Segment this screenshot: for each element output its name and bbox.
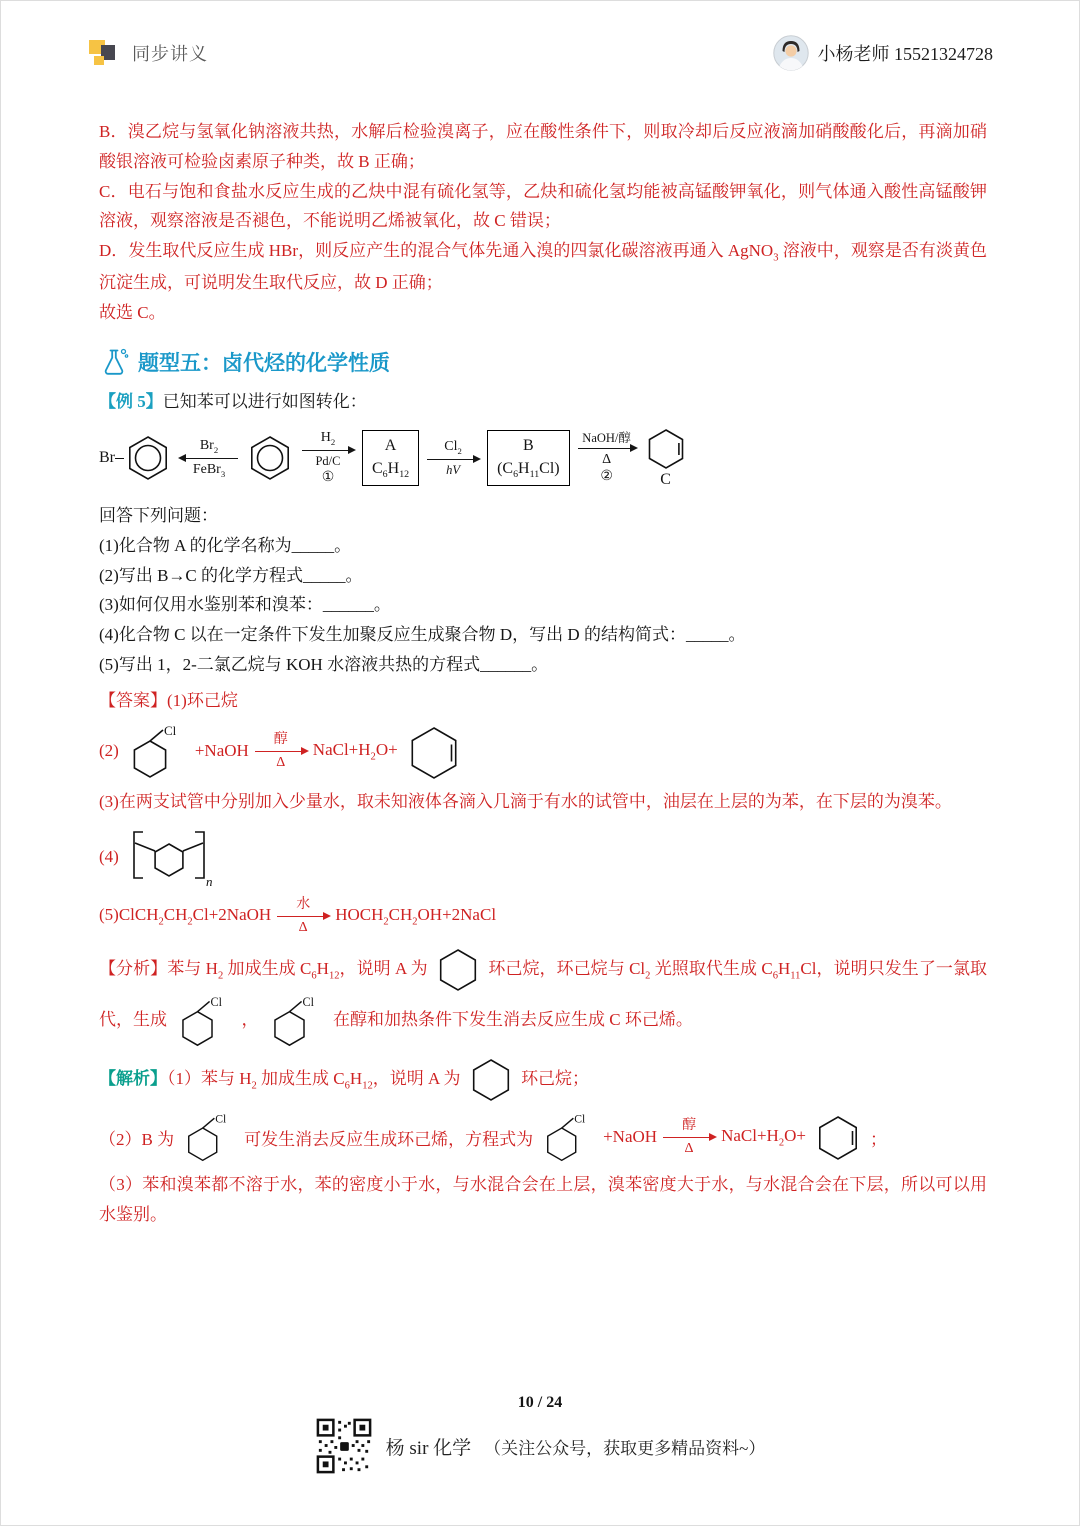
answer-line-1 — [99, 686, 987, 716]
compound-c-label: C — [660, 471, 671, 489]
products-text: $NaCl+H_2O+$ — [721, 1126, 806, 1149]
polymer-structure — [125, 824, 215, 890]
footer-note: （关注公众号，获取更多精品资料~） — [484, 1438, 766, 1458]
compound-b-box — [487, 430, 570, 487]
answer-1-text: (1)环己烷 — [167, 690, 238, 710]
products-text: $NaCl+H_2O+$ — [312, 740, 398, 763]
arrow2-reagent: $H_2$ — [320, 430, 336, 448]
arrow-chlorination — [427, 439, 479, 477]
question-2: (2)写出 B→C 的化学方程式_____。 — [99, 565, 363, 585]
arrow-elimination — [578, 431, 636, 486]
analysis-paragraph — [99, 946, 987, 1048]
analysis-tag: 【分析】 — [99, 959, 168, 979]
n-subscript: n — [205, 874, 213, 890]
arrow-bottom-label: Δ — [276, 754, 286, 770]
cl-label: Cl — [302, 995, 314, 1010]
compound-a-label: A — [384, 436, 397, 454]
explanation-text-1: （1）苯与 $H_2$ 加成生成 $C_6H_{12}$，说明 A 为 — [167, 1069, 461, 1092]
example-tag: 【例 5】 — [99, 392, 163, 412]
brand-title: 同步讲义 — [132, 44, 208, 64]
analysis-text-1: 苯与 $H_2$ 加成生成 $C_6H_{12}$，说明 A 为 — [167, 959, 428, 982]
explanation-paragraph-3: （3）苯和溴苯都不溶于水，苯的密度小于水，与水混合会在上层，溴苯密度大于水，与水混合会在下层，所以可以用水鉴别。 — [99, 1175, 987, 1225]
review-conclusion: 故选 C。 — [99, 302, 166, 322]
right-arrow-icon — [277, 916, 329, 917]
cl-label: Cl — [210, 995, 223, 1010]
questions-lead: 回答下列问题： — [99, 506, 218, 526]
explanation-text-2: 环己烷； — [521, 1069, 590, 1089]
arrow2-catalyst: Pd/C — [315, 454, 341, 469]
header — [87, 35, 993, 71]
explanation-2-prefix: （2）B 为 — [99, 1129, 175, 1149]
answer-5-equation — [99, 897, 987, 936]
analysis-text-2: 环己烷，环己烷与 $Cl_2$ 光照取代生成 $C_6H_{11}Cl$，说明只发生了一氯取代，生成 — [99, 959, 988, 1030]
explanation-paragraph-1 — [99, 1056, 987, 1104]
answer-tag: 【答案】 — [99, 690, 167, 710]
right-arrow-icon — [663, 1137, 715, 1138]
flask-icon — [99, 347, 129, 377]
bond-line — [115, 458, 124, 459]
plus-naoh: +NaOH — [603, 1127, 658, 1147]
cyclohexene-structure — [404, 722, 464, 780]
right-arrow-icon — [255, 751, 307, 752]
cl-label: Cl — [163, 723, 177, 739]
step-1-badge: ① — [321, 469, 335, 485]
chlorocyclohexane-structure — [180, 1111, 238, 1163]
benzene-ring-icon — [124, 434, 172, 482]
arrow1-reagent: $Br_2$ — [199, 437, 219, 455]
arrow4-reagent: NaOH/醇 — [582, 430, 631, 445]
question-3: (3)如何仅用水鉴别苯和溴苯：______。 — [99, 595, 391, 615]
arrow-condition-alcohol-heat — [663, 1118, 715, 1157]
plus-naoh: +NaOH — [194, 741, 249, 761]
cyclohexane-icon — [468, 1056, 514, 1104]
arrow-bottom-label: Δ — [298, 920, 308, 936]
footer — [1, 1394, 1079, 1475]
example-line — [99, 387, 987, 417]
compound-b-formula: $(C_6H_{11}Cl)$ — [497, 459, 560, 481]
explanation-tag: 【解析】 — [99, 1069, 167, 1089]
section-header — [99, 347, 987, 377]
question-1: (1)化合物 A 的化学名称为_____。 — [99, 535, 352, 555]
brand-logo-icon — [87, 36, 121, 70]
step-2-badge: ② — [600, 469, 613, 485]
review-option-b: B．溴乙烷与氢氧化钠溶液共热，水解后检验溴离子，应在酸性条件下，则取冷却后反应液滴加硝酸酸化后，再滴加硝酸银溶液可检验卤素原子种类，故 B 正确； — [99, 122, 987, 171]
right-arrow-icon — [302, 450, 354, 451]
benzene-structure — [246, 434, 294, 482]
answer-4 — [99, 824, 987, 890]
right-arrow-icon — [427, 459, 479, 460]
chlorocyclohexane-icon — [174, 994, 234, 1048]
teacher-name: 小杨老师 15521324728 — [817, 44, 993, 64]
cl-label: Cl — [215, 1112, 227, 1126]
bromobenzene-structure — [99, 434, 172, 482]
review-option-d: D．发生取代反应生成 HBr，则反应产生的混合气体先通入溴的四氯化碳溶液再通入 AgNO$_3$ 溶液中，观察是否有淡黄色沉淀生成，可说明发生取代反应，故 D 正确； — [99, 241, 987, 292]
arrow1-catalyst: FeBr$_3$ — [192, 461, 226, 479]
teacher-avatar — [773, 35, 809, 71]
footer-row — [1, 1417, 1079, 1475]
arrow-top-label: 水 — [296, 897, 311, 913]
qr-code — [315, 1417, 373, 1475]
chlorocyclohexane-icon — [266, 994, 326, 1048]
question-5: (5)写出 1，2-二氯乙烷与 KOH 水溶液共热的方程式______。 — [99, 654, 549, 674]
compound-a-box — [362, 430, 419, 487]
arrow-condition-alcohol-heat — [255, 732, 307, 771]
arrow-condition-water-heat — [277, 897, 329, 936]
cyclohexane-icon — [435, 946, 481, 994]
explanation-2-text: 可发生消去反应生成环己烯，方程式为 — [244, 1129, 534, 1149]
explanation-2-equation — [99, 1111, 987, 1163]
footer-brand: 杨 sir 化学 — [385, 1437, 472, 1459]
arrow-top-label: 醇 — [273, 731, 288, 747]
cyclohexene-structure — [812, 1112, 864, 1162]
review-option-c: C．电石与饱和食盐水反应生成的乙炔中混有硫化氢等，乙炔和硫化氢均能被高锰酸钾氧化，则气体通入酸性高锰酸钾溶液，观察溶液是否褪色，不能说明乙烯被氧化，故 C 错误； — [99, 181, 987, 231]
page-number: 10 / 24 — [517, 1394, 563, 1411]
analysis-text-3: 在醇和加热条件下发生消去反应生成 C 环己烯。 — [333, 1010, 693, 1030]
answer-4-prefix: (4) — [99, 847, 119, 867]
reaction-scheme — [99, 427, 987, 489]
equation-right: $HOCH_2CH_2OH+2NaCl$ — [335, 905, 497, 928]
right-arrow-icon — [578, 448, 636, 449]
equation-end-mark: ； — [869, 1129, 887, 1149]
chlorocyclohexane-structure — [125, 722, 189, 780]
arrow3-reagent: $Cl_2$ — [444, 439, 462, 456]
chlorocyclohexane-structure — [539, 1111, 597, 1163]
analysis-comma: ， — [241, 1010, 259, 1030]
teacher-info — [773, 35, 994, 71]
br-label: Br — [99, 449, 115, 467]
equation-left: $(5)ClCH_2CH_2Cl+2NaOH$ — [99, 905, 272, 928]
answer-2-equation — [99, 722, 987, 780]
arrow-bromination — [180, 438, 238, 479]
document-body — [99, 117, 987, 1230]
compound-b-label: B — [523, 436, 534, 454]
arrow4-condition: Δ — [602, 452, 612, 468]
compound-a-formula: $C_6H_{12}$ — [372, 459, 410, 481]
cl-label: Cl — [574, 1112, 586, 1126]
section-title: 题型五：卤代烃的化学性质 — [138, 352, 390, 376]
arrow-bottom-label: Δ — [684, 1140, 694, 1156]
cyclohexene-icon — [644, 427, 688, 471]
question-4: (4)化合物 C 以在一定条件下发生加聚反应生成聚合物 D，写出 D 的结构简式：_____。 — [99, 625, 746, 645]
arrow-top-label: 醇 — [682, 1117, 697, 1133]
answer-3: (3)在两支试管中分别加入少量水，取未知液体各滴入几滴于有水的试管中，油层在上层的为苯，在下层的为溴苯。 — [99, 792, 952, 812]
example-intro: 已知苯可以进行如图转化： — [162, 392, 367, 412]
left-arrow-icon — [180, 458, 238, 459]
answer-2-prefix: (2) — [99, 741, 119, 761]
arrow-hydrogenation — [302, 430, 354, 485]
compound-c-structure — [644, 427, 688, 489]
arrow3-condition: hV — [446, 462, 461, 477]
